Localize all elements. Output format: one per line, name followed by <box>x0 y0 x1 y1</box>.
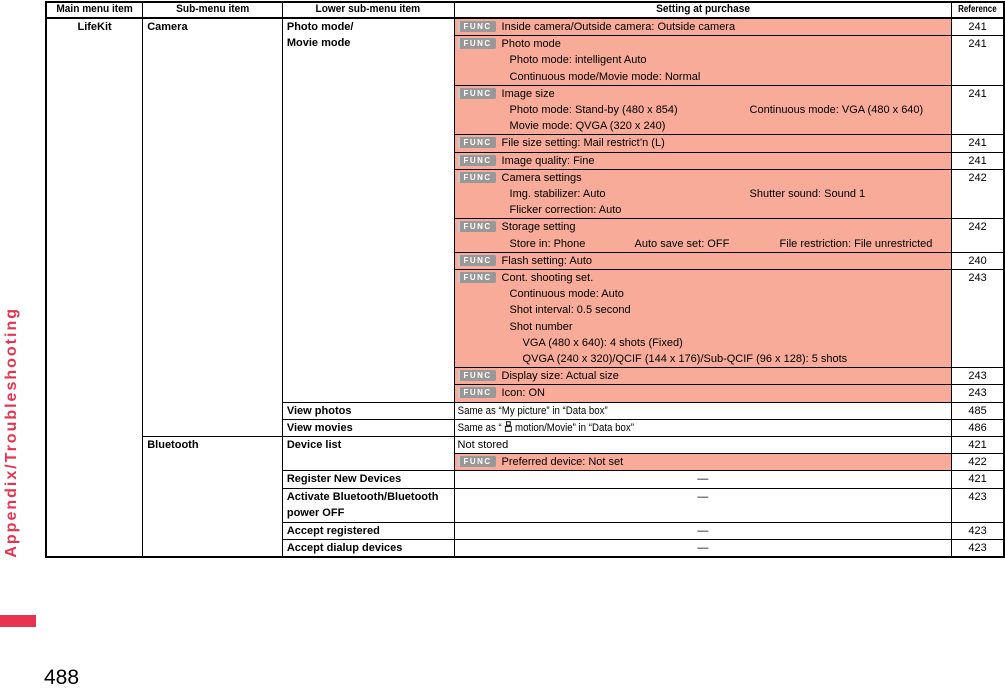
setting-line <box>455 403 892 419</box>
header-label: Lower sub-menu item <box>315 3 421 15</box>
func-badge: FUNC <box>458 21 496 32</box>
cell-setting <box>454 135 952 152</box>
func-badge: FUNC <box>458 272 496 283</box>
setting-text: QVGA (240 x 320)/QCIF (144 x 176)/Sub-QCIF (96 x 128): 5 shots <box>522 353 848 366</box>
cell-lower-sub-menu <box>282 522 454 539</box>
cell-reference: 242 <box>952 219 1004 252</box>
table-row <box>46 18 1004 36</box>
label-line: View photos <box>286 404 352 417</box>
cell-setting <box>454 454 952 471</box>
setting-line <box>455 286 952 302</box>
header-label: Sub-menu item <box>175 3 250 15</box>
cell-reference: 421 <box>952 437 1004 454</box>
cell-setting <box>454 368 952 385</box>
setting-text: Photo mode: intelligent Auto <box>509 54 647 67</box>
setting-text: Flash setting: Auto <box>501 254 593 267</box>
func-badge: FUNC <box>458 88 496 99</box>
cell-reference: 423 <box>952 522 1004 539</box>
setting-line <box>455 19 952 35</box>
setting-line <box>455 437 952 453</box>
setting-line <box>455 302 952 318</box>
cell-sub-menu <box>143 18 283 437</box>
setting-line <box>455 135 952 151</box>
label-line: Movie mode <box>286 37 351 50</box>
setting-text: Camera settings <box>501 171 582 184</box>
cell-reference: 241 <box>952 36 1004 86</box>
sidebar-red-tab <box>0 615 36 627</box>
setting-text: File size setting: Mail restrict’n (L) <box>501 137 665 150</box>
setting-line <box>455 102 952 118</box>
setting-line <box>455 86 952 102</box>
setting-text: Img. stabilizer: Auto <box>509 188 606 201</box>
cell-setting <box>454 85 952 135</box>
label-line: power OFF <box>286 506 345 519</box>
cell-reference: 242 <box>952 169 1004 219</box>
no-setting-dash: — <box>697 490 709 503</box>
sidebar-section-label: Appendix/Troubleshooting <box>3 307 20 558</box>
func-badge: FUNC <box>458 137 496 148</box>
setting-text: File restriction: File unrestricted <box>779 237 933 250</box>
setting-line <box>455 52 952 68</box>
setting-line <box>455 335 952 351</box>
cell-reference: 241 <box>952 135 1004 152</box>
setting-line <box>455 219 952 235</box>
header-main-menu-item <box>46 2 143 18</box>
label-line: Device list <box>286 439 342 452</box>
cell-reference: 423 <box>952 539 1004 557</box>
header-label: Setting at purchase <box>655 3 750 15</box>
label-line: LifeKit <box>77 21 112 33</box>
setting-text: Movie mode: QVGA (320 x 240) <box>509 120 666 133</box>
cell-reference: 240 <box>952 252 1004 269</box>
setting-text: Icon: ON <box>501 387 545 400</box>
cell-reference: 485 <box>952 402 1004 419</box>
cell-reference: 423 <box>952 488 1004 522</box>
cell-lower-sub-menu <box>282 402 454 419</box>
setting-line <box>455 368 952 384</box>
func-badge: FUNC <box>458 456 496 467</box>
cell-lower-sub-menu <box>282 471 454 488</box>
setting-text: Flicker correction: Auto <box>509 204 622 217</box>
func-badge: FUNC <box>458 255 496 266</box>
table-row <box>46 437 1004 454</box>
setting-line <box>455 351 952 367</box>
label-line: Camera <box>147 21 188 33</box>
cell-setting <box>454 252 952 269</box>
label-line: Accept registered <box>286 524 380 537</box>
func-badge: FUNC <box>458 38 496 49</box>
func-badge: FUNC <box>458 387 496 398</box>
setting-text: Continuous mode: VGA (480 x 640) <box>749 104 924 117</box>
setting-text: Continuous mode: Auto <box>509 288 624 301</box>
setting-text: VGA (480 x 640): 4 shots (Fixed) <box>522 336 683 349</box>
header-lower-sub-menu-item <box>282 2 454 18</box>
cell-sub-menu <box>143 437 283 558</box>
setting-line <box>455 202 952 218</box>
cell-reference: 486 <box>952 419 1004 436</box>
cell-reference: 241 <box>952 85 1004 135</box>
header-sub-menu-item <box>143 2 283 18</box>
cell-setting <box>454 270 952 368</box>
label-line: Photo mode/ <box>286 21 354 33</box>
header-label: Main menu item <box>56 3 133 15</box>
cell-reference: 241 <box>952 152 1004 169</box>
setting-text: Shot interval: 0.5 second <box>509 304 631 317</box>
label-line: Register New Devices <box>286 473 402 486</box>
func-badge: FUNC <box>458 370 496 381</box>
setting-text: Inside camera/Outside camera: Outside camera <box>501 21 736 33</box>
cell-reference: 422 <box>952 454 1004 471</box>
setting-text: Not stored <box>457 439 509 452</box>
cell-setting <box>454 471 952 488</box>
setting-text: Storage setting <box>501 221 576 234</box>
setting-text: motion/Movie” in “Data box” <box>511 421 634 434</box>
setting-text: Same as “My picture” in “Data box” <box>457 404 608 417</box>
cell-reference: 421 <box>952 471 1004 488</box>
cell-setting <box>454 219 952 252</box>
cell-setting <box>454 169 952 219</box>
cell-setting <box>454 18 952 36</box>
setting-line <box>455 186 952 202</box>
func-badge: FUNC <box>458 172 496 183</box>
cell-setting <box>454 36 952 86</box>
label-line: View movies <box>286 421 353 434</box>
setting-text: Shot number <box>509 320 573 333</box>
no-setting-dash: — <box>697 541 709 554</box>
setting-text: Store in: Phone <box>509 237 586 250</box>
cell-setting <box>454 152 952 169</box>
func-badge: FUNC <box>458 221 496 232</box>
func-badge: FUNC <box>458 155 496 166</box>
no-setting-dash: — <box>697 524 709 537</box>
page-number: 488 <box>44 666 80 689</box>
setting-text: Image size <box>501 87 555 100</box>
setting-line <box>455 170 952 186</box>
setting-text: Display size: Actual size <box>501 370 619 383</box>
cell-reference: 243 <box>952 270 1004 368</box>
setting-line <box>455 153 952 169</box>
cell-lower-sub-menu <box>282 18 454 402</box>
setting-line <box>455 253 952 269</box>
cell-setting <box>454 402 952 419</box>
setting-text: Same as “ <box>457 421 504 434</box>
cell-setting <box>454 522 952 539</box>
setting-text: Preferred device: Not set <box>501 456 624 469</box>
label-line: Accept dialup devices <box>286 541 403 554</box>
settings-table <box>45 1 1005 558</box>
cell-setting <box>454 385 952 402</box>
cell-main-menu <box>46 18 143 557</box>
setting-line <box>455 420 892 436</box>
header-setting-at-purchase <box>454 2 952 18</box>
setting-line <box>455 454 952 470</box>
setting-line <box>455 118 952 134</box>
setting-text: Continuous mode/Movie mode: Normal <box>509 70 701 83</box>
setting-text: Image quality: Fine <box>501 154 595 167</box>
no-setting-dash: — <box>697 473 709 486</box>
setting-text: Auto save set: OFF <box>634 237 730 250</box>
setting-line <box>455 270 952 286</box>
cell-lower-sub-menu <box>282 419 454 436</box>
setting-text: Photo mode: Stand-by (480 x 854) <box>509 104 678 117</box>
cell-reference: 243 <box>952 368 1004 385</box>
setting-line <box>455 236 952 252</box>
cell-reference: 241 <box>952 18 1004 36</box>
setting-line <box>455 36 952 52</box>
cell-setting <box>454 419 952 436</box>
header-label: Reference <box>958 3 997 15</box>
cell-setting <box>454 488 952 522</box>
setting-text: Cont. shooting set. <box>501 272 594 285</box>
cell-setting <box>454 539 952 557</box>
table-body <box>46 18 1004 557</box>
setting-text: Shutter sound: Sound 1 <box>749 188 866 201</box>
i-motion-icon <box>504 422 512 434</box>
cell-lower-sub-menu <box>282 539 454 557</box>
table-header <box>46 2 1004 18</box>
label-line: Bluetooth <box>147 439 199 452</box>
setting-line <box>455 319 952 335</box>
header-reference <box>952 2 1004 18</box>
setting-line <box>455 385 952 401</box>
cell-lower-sub-menu <box>282 488 454 522</box>
header-row <box>46 2 1004 18</box>
setting-text: Photo mode <box>501 38 561 51</box>
cell-reference: 243 <box>952 385 1004 402</box>
label-line: Activate Bluetooth/Bluetooth <box>286 490 439 503</box>
cell-setting <box>454 437 952 454</box>
setting-line <box>455 69 952 85</box>
cell-lower-sub-menu <box>282 437 454 471</box>
